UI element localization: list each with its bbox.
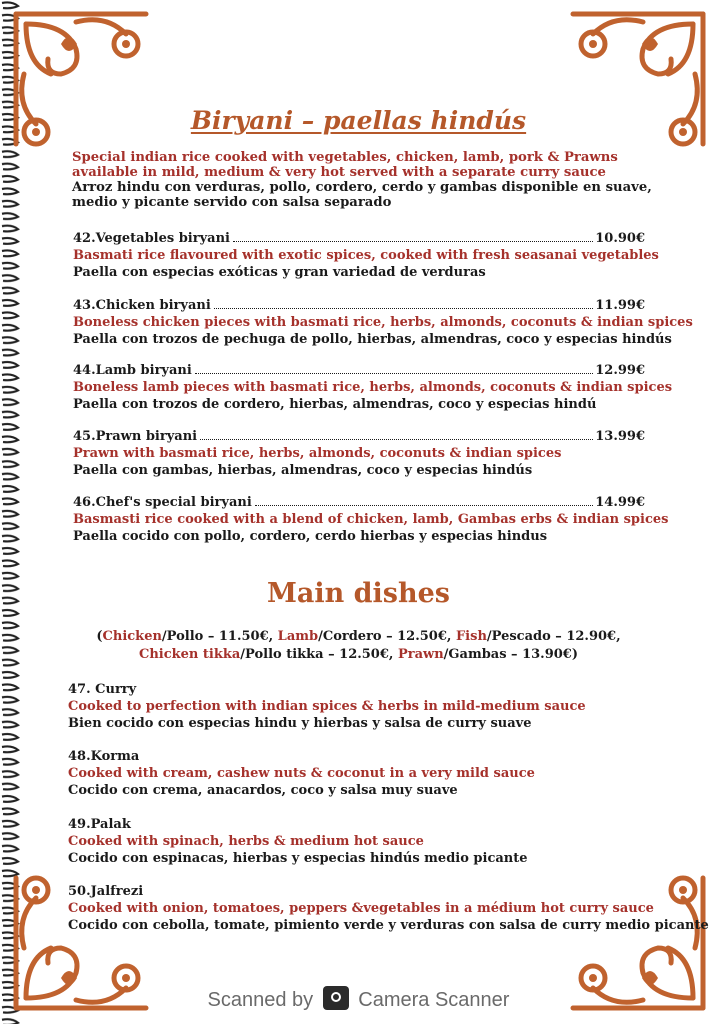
price-lamb-label: Lamb <box>277 629 319 644</box>
main-dishes-price-list <box>0 628 717 664</box>
item-description-english: Cooked with onion, tomatoes, peppers &vegetables in a médium hot curry sauce <box>68 901 654 916</box>
menu-item-korma <box>68 748 658 799</box>
price-fish-label: Fish <box>455 629 487 644</box>
item-description-english: Basmati rice flavoured with exotic spices, cooked with fresh seasanai vegetables <box>73 248 659 263</box>
item-description-english: Basmasti rice cooked with a blend of chicken, lamb, Gambas erbs & indian spices <box>73 512 669 527</box>
item-price: 13.99€ <box>595 429 645 444</box>
item-description-spanish: Cocido con cebolla, tomate, pimiento verde y verduras con salsa de curry medio picante <box>68 918 709 933</box>
dot-leader <box>200 439 593 440</box>
price-lamb-value: /Cordero – 12.50€, <box>318 629 456 644</box>
biryani-intro <box>72 150 652 210</box>
menu-item-curry <box>68 681 658 732</box>
price-tikka-value: /Pollo tikka – 12.50€, <box>240 647 398 662</box>
menu-item-prawn-biryani <box>73 428 645 479</box>
item-description-spanish: Paella con gambas, hierbas, almendras, coco y especias hindús <box>73 463 533 478</box>
item-description-english: Boneless lamb pieces with basmati rice, herbs, almonds, coconuts & indian spices <box>73 380 673 395</box>
item-name: 46.Chef's special biryani <box>73 495 252 510</box>
item-name: 43.Chicken biryani <box>73 298 211 313</box>
price-list-line-2 <box>0 646 717 664</box>
item-description-english: Cooked with spinach, herbs & medium hot sauce <box>68 834 424 849</box>
item-description-spanish: Cocido con espinacas, hierbas y especias hindús medio picante <box>68 851 528 866</box>
item-name: 48.Korma <box>68 749 140 764</box>
price-chicken-label: Chicken <box>102 629 162 644</box>
main-dishes-heading: Main dishes <box>266 578 450 609</box>
menu-item-chefs-special-biryani <box>73 494 669 545</box>
dot-leader <box>255 505 593 506</box>
intro-english-line-2: available in mild, medium & very hot served with a separate curry sauce <box>72 165 606 180</box>
item-description-spanish: Paella con trozos de cordero, hierbas, almendras, coco y especias hindú <box>73 397 597 412</box>
price-tikka-label: Chicken tikka <box>139 647 241 662</box>
item-description-spanish: Cocido con crema, anacardos, coco y salsa muy suave <box>68 783 458 798</box>
watermark-prefix: Scanned by <box>207 989 314 1011</box>
menu-item-vegetables-biryani <box>73 230 659 281</box>
dot-leader <box>233 241 593 242</box>
item-name: 47. Curry <box>68 682 137 697</box>
item-description-english: Cooked to perfection with indian spices & herbs in mild-medium sauce <box>68 699 586 714</box>
watermark-suffix: Camera Scanner <box>358 989 510 1011</box>
biryani-heading: Biryani – paellas hindús <box>190 106 527 135</box>
price-fish-value: /Pescado – 12.90€, <box>486 629 621 644</box>
price-prawn-label: Prawn <box>397 647 444 662</box>
intro-spanish-line-1: Arroz hindu con verduras, pollo, cordero, cerdo y gambas disponible en suave, <box>72 180 652 195</box>
item-price: 10.90€ <box>595 231 645 246</box>
item-name: 50.Jalfrezi <box>68 884 144 899</box>
camera-icon <box>323 986 349 1010</box>
item-name: 42.Vegetables biryani <box>73 231 230 246</box>
item-description-english: Cooked with cream, cashew nuts & coconut in a very mild sauce <box>68 766 535 781</box>
item-name: 44.Lamb biryani <box>73 363 192 378</box>
item-price: 12.99€ <box>595 363 645 378</box>
item-price: 11.99€ <box>595 298 645 313</box>
dot-leader <box>214 308 593 309</box>
item-price: 14.99€ <box>595 495 645 510</box>
intro-spanish-line-2: medio y picante servido con salsa separado <box>72 195 392 210</box>
menu-item-chicken-biryani <box>73 297 693 348</box>
item-description-spanish: Bien cocido con especias hindu y hierbas y salsa de curry suave <box>68 716 532 731</box>
item-name: 49.Palak <box>68 817 131 832</box>
menu-item-jalfrezi <box>68 883 709 934</box>
item-name: 45.Prawn biryani <box>73 429 198 444</box>
price-chicken-value: /Pollo – 11.50€, <box>161 629 278 644</box>
dot-leader <box>195 373 593 374</box>
scanner-watermark <box>0 986 717 1012</box>
item-description-spanish: Paella cocido con pollo, cordero, cerdo hierbas y especias hindus <box>73 529 548 544</box>
item-description-spanish: Paella con especias exóticas y gran variedad de verduras <box>73 265 486 280</box>
item-description-english: Boneless chicken pieces with basmati rice, herbs, almonds, coconuts & indian spices <box>73 315 693 330</box>
item-description-english: Prawn with basmati rice, herbs, almonds, coconuts & indian spices <box>73 446 562 461</box>
menu-item-palak <box>68 816 658 867</box>
item-description-spanish: Paella con trozos de pechuga de pollo, hierbas, almendras, coco y especias hindús <box>73 332 672 347</box>
price-prawn-value: /Gambas – 13.90€) <box>443 647 578 662</box>
menu-item-lamb-biryani <box>73 362 673 413</box>
price-list-line-1: (Chicken/Pollo – 11.50€, Lamb/Cordero – 12.50€, Fish/Pescado – 12.90€, <box>96 629 621 644</box>
intro-english-line-1: Special indian rice cooked with vegetables, chicken, lamb, pork & Prawns <box>72 150 618 165</box>
